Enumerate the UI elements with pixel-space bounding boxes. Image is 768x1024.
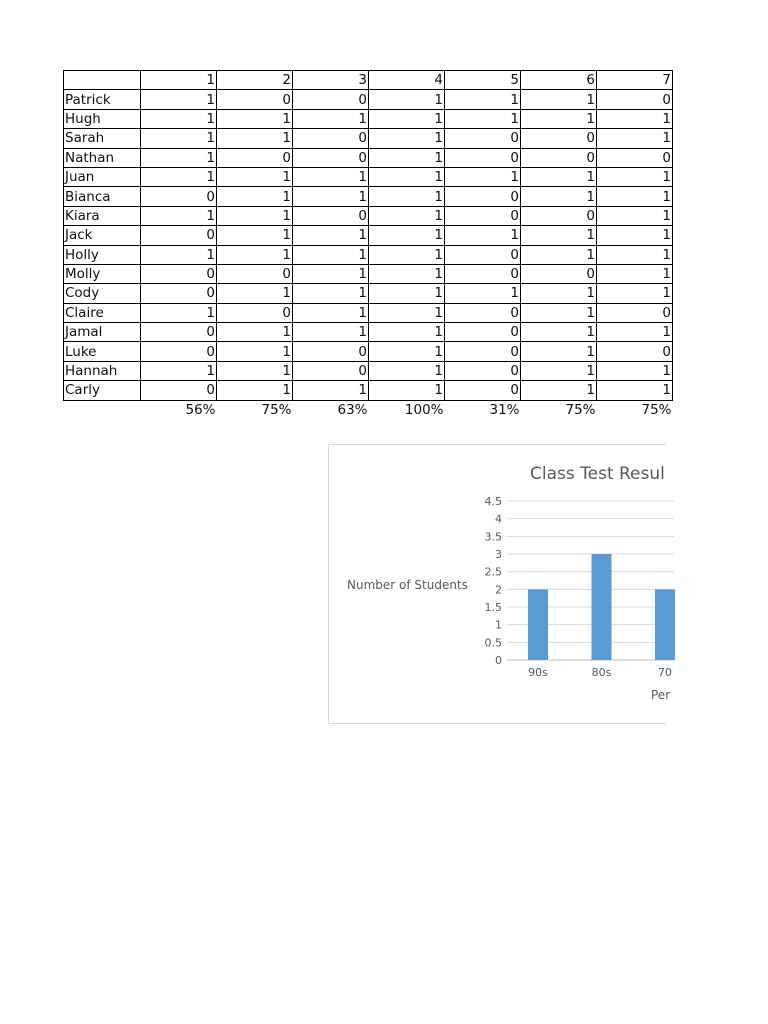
score-cell[interactable]: 1	[141, 148, 217, 167]
y-tick-label: 3.5	[484, 530, 502, 544]
score-cell[interactable]: 0	[445, 129, 521, 148]
table-row	[64, 264, 673, 283]
table-row	[64, 167, 673, 186]
x-tick-label: 70	[658, 666, 672, 679]
student-name-cell[interactable]: Jamal	[64, 323, 141, 342]
bar	[592, 554, 612, 660]
table-row	[64, 148, 673, 167]
table-row	[64, 381, 673, 400]
table-row	[64, 323, 673, 342]
score-cell[interactable]: 1	[521, 226, 597, 245]
score-cell[interactable]: 1	[293, 245, 369, 264]
y-tick-label: 1	[495, 618, 502, 632]
score-cell[interactable]: 1	[369, 264, 445, 283]
score-cell[interactable]: 1	[369, 109, 445, 128]
y-tick-label: 2	[495, 583, 502, 597]
score-cell[interactable]: 1	[369, 381, 445, 400]
table-row	[64, 206, 673, 225]
empty-cell[interactable]	[64, 400, 141, 419]
score-cell[interactable]: 0	[445, 187, 521, 206]
score-cell[interactable]: 1	[521, 245, 597, 264]
score-cell[interactable]: 1	[141, 206, 217, 225]
score-cell[interactable]: 1	[369, 148, 445, 167]
score-cell[interactable]: 1	[521, 323, 597, 342]
score-cell[interactable]: 1	[141, 245, 217, 264]
score-cell[interactable]: 0	[597, 90, 673, 109]
score-cell[interactable]: 1	[369, 129, 445, 148]
student-name-cell[interactable]: Claire	[64, 303, 141, 322]
score-cell[interactable]: 0	[141, 381, 217, 400]
score-cell[interactable]: 0	[521, 264, 597, 283]
score-cell[interactable]: 1	[521, 109, 597, 128]
score-cell[interactable]: 1	[293, 109, 369, 128]
score-cell[interactable]: 1	[597, 129, 673, 148]
table-row	[64, 90, 673, 109]
score-cell[interactable]: 1	[597, 361, 673, 380]
table-row	[64, 129, 673, 148]
score-cell[interactable]: 0	[521, 206, 597, 225]
score-cell[interactable]: 0	[597, 148, 673, 167]
score-cell[interactable]: 0	[445, 206, 521, 225]
score-cell[interactable]: 1	[293, 264, 369, 283]
score-cell[interactable]: 0	[445, 361, 521, 380]
score-cell[interactable]: 0	[445, 381, 521, 400]
header-cell[interactable]: 7	[597, 71, 673, 90]
score-cell[interactable]: 0	[293, 206, 369, 225]
score-cell[interactable]: 0	[141, 264, 217, 283]
score-cell[interactable]: 1	[369, 226, 445, 245]
score-cell[interactable]: 1	[217, 342, 293, 361]
score-cell[interactable]: 1	[217, 361, 293, 380]
score-cell[interactable]: 1	[141, 129, 217, 148]
y-tick-label: 0	[495, 654, 502, 667]
header-cell[interactable]	[64, 71, 141, 90]
table-row	[64, 361, 673, 380]
student-name-cell[interactable]: Kiara	[64, 206, 141, 225]
score-cell[interactable]: 1	[521, 167, 597, 186]
header-row	[64, 71, 673, 90]
percentage-cell[interactable]: 75%	[565, 401, 596, 418]
y-tick-label: 4.5	[484, 495, 502, 508]
score-cell[interactable]: 1	[217, 381, 293, 400]
score-cell[interactable]: 1	[141, 303, 217, 322]
student-name-cell[interactable]: Nathan	[64, 148, 141, 167]
score-cell[interactable]: 1	[597, 381, 673, 400]
student-name-cell[interactable]: Carly	[64, 381, 141, 400]
percentage-row	[64, 400, 673, 419]
table-row	[64, 245, 673, 264]
score-cell[interactable]: 1	[597, 245, 673, 264]
score-cell[interactable]: 1	[141, 90, 217, 109]
student-name-cell[interactable]: Juan	[64, 167, 141, 186]
table-row	[64, 303, 673, 322]
score-cell[interactable]: 1	[597, 167, 673, 186]
score-cell[interactable]: 0	[293, 129, 369, 148]
percentage-cell[interactable]: 100%	[404, 401, 444, 418]
score-cell[interactable]: 0	[445, 342, 521, 361]
student-name-cell[interactable]: Sarah	[64, 129, 141, 148]
score-cell[interactable]: 1	[521, 381, 597, 400]
score-cell[interactable]: 1	[597, 226, 673, 245]
score-cell[interactable]: 1	[293, 381, 369, 400]
percentage-cell[interactable]: 56%	[185, 401, 216, 418]
score-cell[interactable]: 1	[521, 90, 597, 109]
y-axis-title: Number of Students	[347, 578, 468, 592]
score-cell[interactable]: 1	[445, 109, 521, 128]
score-cell[interactable]: 1	[597, 109, 673, 128]
score-cell[interactable]: 1	[217, 245, 293, 264]
score-cell[interactable]: 1	[445, 90, 521, 109]
percentage-cell[interactable]: 75%	[641, 401, 672, 418]
score-cell[interactable]: 1	[293, 167, 369, 186]
score-cell[interactable]: 0	[293, 361, 369, 380]
chart-title: Class Test Resul	[530, 464, 665, 484]
table-row	[64, 226, 673, 245]
score-cell[interactable]: 0	[293, 90, 369, 109]
score-cell[interactable]: 1	[521, 342, 597, 361]
score-cell[interactable]: 1	[141, 167, 217, 186]
student-name-cell[interactable]: Hugh	[64, 109, 141, 128]
score-cell[interactable]: 0	[141, 323, 217, 342]
score-cell[interactable]: 1	[445, 284, 521, 303]
header-cell[interactable]: 4	[369, 71, 445, 90]
score-cell[interactable]: 1	[369, 245, 445, 264]
score-cell[interactable]: 1	[217, 226, 293, 245]
score-cell[interactable]: 1	[293, 303, 369, 322]
score-cell[interactable]: 1	[293, 284, 369, 303]
score-cell[interactable]: 1	[597, 323, 673, 342]
score-cell[interactable]: 0	[597, 342, 673, 361]
y-tick-label: 3	[495, 548, 502, 561]
score-cell[interactable]: 1	[369, 323, 445, 342]
student-name-cell[interactable]: Hannah	[64, 361, 141, 380]
y-tick-label: 2.5	[484, 565, 502, 579]
score-cell[interactable]: 1	[369, 90, 445, 109]
score-cell[interactable]: 1	[217, 323, 293, 342]
student-name-cell[interactable]: Luke	[64, 342, 141, 361]
x-tick-label: 90s	[528, 666, 548, 679]
score-cell[interactable]: 0	[445, 264, 521, 283]
score-cell[interactable]: 0	[521, 148, 597, 167]
student-name-cell[interactable]: Bianca	[64, 187, 141, 206]
score-cell[interactable]: 0	[217, 264, 293, 283]
score-cell[interactable]: 1	[369, 284, 445, 303]
percentage-cell[interactable]: 75%	[261, 401, 292, 418]
score-cell[interactable]: 0	[445, 148, 521, 167]
score-cell[interactable]: 0	[445, 323, 521, 342]
score-cell[interactable]: 0	[217, 148, 293, 167]
score-cell[interactable]: 1	[597, 206, 673, 225]
score-cell[interactable]: 1	[293, 226, 369, 245]
score-cell[interactable]: 0	[293, 148, 369, 167]
score-cell[interactable]: 1	[293, 323, 369, 342]
y-tick-label: 1.5	[484, 601, 502, 614]
y-tick-label: 4	[495, 512, 502, 526]
score-cell[interactable]: 0	[141, 187, 217, 206]
score-cell[interactable]: 1	[293, 187, 369, 206]
percentage-cell[interactable]: 31%	[489, 401, 520, 418]
class-test-results-chart[interactable]	[328, 444, 672, 724]
student-name-cell[interactable]: Holly	[64, 245, 141, 264]
score-cell[interactable]: 1	[369, 342, 445, 361]
score-cell[interactable]: 1	[597, 284, 673, 303]
score-cell[interactable]: 0	[141, 226, 217, 245]
header-cell[interactable]: 6	[521, 71, 597, 90]
x-axis-title: Per	[651, 688, 671, 702]
score-cell[interactable]: 1	[597, 264, 673, 283]
score-cell[interactable]: 0	[217, 303, 293, 322]
table-row	[64, 342, 673, 361]
score-cell[interactable]: 0	[141, 284, 217, 303]
header-cell[interactable]: 5	[445, 71, 521, 90]
score-cell[interactable]: 1	[141, 109, 217, 128]
student-name-cell[interactable]: Patrick	[64, 90, 141, 109]
score-cell[interactable]: 1	[369, 361, 445, 380]
score-cell[interactable]: 1	[217, 129, 293, 148]
student-name-cell[interactable]: Jack	[64, 226, 141, 245]
score-cell[interactable]: 1	[445, 226, 521, 245]
score-cell[interactable]: 1	[217, 206, 293, 225]
student-name-cell[interactable]: Cody	[64, 284, 141, 303]
table-row	[64, 284, 673, 303]
score-cell[interactable]: 0	[597, 303, 673, 322]
score-cell[interactable]: 1	[445, 167, 521, 186]
test-results-table	[63, 70, 673, 419]
score-cell[interactable]: 1	[217, 284, 293, 303]
score-cell[interactable]: 0	[445, 303, 521, 322]
score-cell[interactable]: 0	[521, 129, 597, 148]
score-cell[interactable]: 1	[369, 187, 445, 206]
table-row	[64, 109, 673, 128]
header-cell[interactable]: 1	[141, 71, 217, 90]
x-tick-label: 80s	[591, 666, 612, 679]
score-cell[interactable]: 0	[293, 342, 369, 361]
score-cell[interactable]: 1	[521, 303, 597, 322]
score-cell[interactable]: 0	[217, 90, 293, 109]
score-cell[interactable]: 0	[445, 245, 521, 264]
table-row	[64, 187, 673, 206]
header-cell[interactable]: 2	[217, 71, 293, 90]
score-cell[interactable]: 1	[369, 167, 445, 186]
score-cell[interactable]: 1	[217, 109, 293, 128]
bar	[655, 589, 675, 660]
header-cell[interactable]: 3	[293, 71, 369, 90]
student-name-cell[interactable]: Molly	[64, 264, 141, 283]
score-cell[interactable]: 1	[521, 187, 597, 206]
score-cell[interactable]: 1	[521, 361, 597, 380]
y-tick-label: 0.5	[484, 636, 502, 650]
score-cell[interactable]: 0	[141, 342, 217, 361]
score-cell[interactable]: 1	[597, 187, 673, 206]
score-cell[interactable]: 1	[217, 167, 293, 186]
score-cell[interactable]: 1	[521, 284, 597, 303]
bar	[528, 589, 548, 660]
chart-plot-area	[329, 445, 672, 723]
percentage-cell[interactable]: 63%	[337, 401, 368, 418]
score-cell[interactable]: 1	[369, 303, 445, 322]
score-cell[interactable]: 1	[369, 206, 445, 225]
score-cell[interactable]: 1	[217, 187, 293, 206]
score-cell[interactable]: 1	[141, 361, 217, 380]
